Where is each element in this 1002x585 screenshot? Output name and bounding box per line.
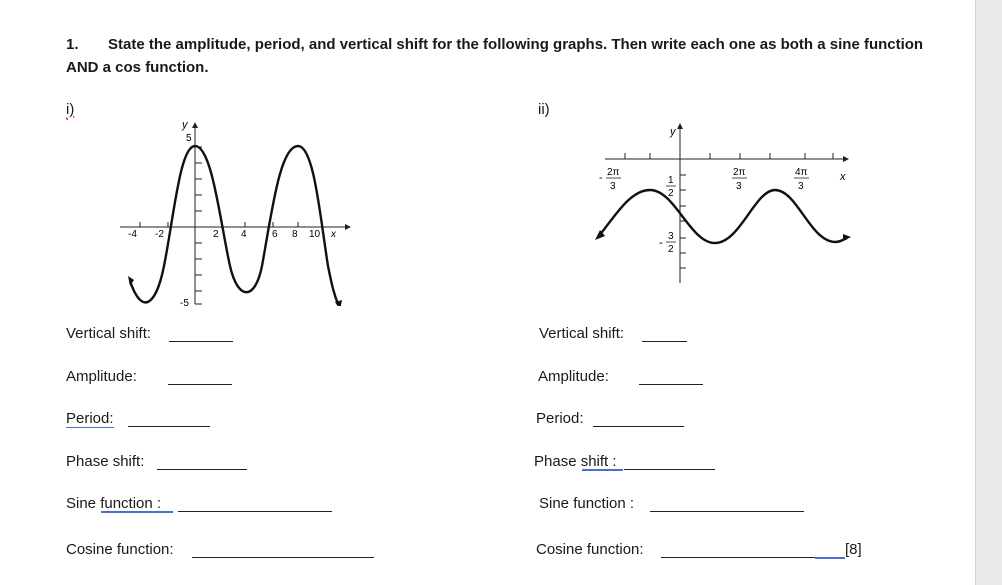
right-amplitude-label: Amplitude: bbox=[538, 368, 609, 385]
right-cosine-function-blank[interactable] bbox=[661, 557, 815, 558]
graph-ii-x-label: x bbox=[840, 171, 846, 183]
left-cosine-function-blank[interactable] bbox=[192, 557, 374, 558]
left-amplitude-blank[interactable] bbox=[168, 384, 232, 385]
graph-i-x-tick-6: 6 bbox=[272, 229, 278, 240]
graph-ii-label: ii) bbox=[538, 101, 550, 118]
left-vertical-shift-label: Vertical shift: bbox=[66, 325, 152, 342]
question-text: State the amplitude, period, and vertical shift for the following graphs. Then write each one as both a sine function AND a cos function. bbox=[66, 36, 924, 76]
left-period-label: Period: bbox=[66, 410, 114, 427]
graph-ii-y-tick-half-den: 2 bbox=[668, 188, 674, 199]
right-vertical-shift-blank[interactable] bbox=[642, 341, 687, 342]
graph-i-x-tick-2: 2 bbox=[213, 229, 219, 240]
graph-ii-x-tick-2pi-3-num: 2π bbox=[733, 167, 746, 178]
graph-ii-curve bbox=[599, 190, 847, 243]
left-sine-grammar-underline bbox=[101, 511, 173, 513]
graph-i-x-tick-4: 4 bbox=[241, 229, 247, 240]
graph-ii-x-tick-neg-2pi-3-den: 3 bbox=[610, 181, 616, 192]
right-cosine-grammar-underline bbox=[815, 557, 845, 559]
graph-i-x-tick-neg2: -2 bbox=[155, 229, 164, 240]
right-sine-function-label: Sine function : bbox=[539, 495, 635, 512]
graph-ii-x-tick-2pi-3-den: 3 bbox=[736, 181, 742, 192]
right-phase-shift-blank[interactable] bbox=[624, 469, 715, 470]
right-vertical-shift-label: Vertical shift: bbox=[539, 325, 625, 342]
graph-ii bbox=[585, 118, 865, 286]
right-phase-shift-label: Phase shift : bbox=[534, 453, 617, 470]
right-amplitude-blank[interactable] bbox=[639, 384, 703, 385]
graph-ii-x-tick-neg-2pi-3-sign: - bbox=[599, 172, 603, 184]
left-sine-function-blank[interactable] bbox=[178, 511, 332, 512]
graph-ii-y-tick-neg-3-2-den: 2 bbox=[668, 244, 674, 255]
graph-i-x-label: x bbox=[331, 229, 336, 240]
left-amplitude-label: Amplitude: bbox=[66, 368, 137, 385]
graph-ii-y-tick-neg-3-2-sign: - bbox=[659, 237, 663, 249]
graph-i-curve bbox=[130, 146, 338, 304]
left-cosine-function-label: Cosine function: bbox=[66, 541, 174, 558]
left-period-blank[interactable] bbox=[128, 426, 210, 427]
right-sine-function-blank[interactable] bbox=[650, 511, 804, 512]
graph-ii-y-tick-neg-3-2-num: 3 bbox=[668, 231, 674, 242]
graph-ii-x-tick-neg-2pi-3-num: 2π bbox=[607, 167, 620, 178]
graph-i-y-tick-neg5: -5 bbox=[180, 298, 189, 306]
graph-i-x-tick-neg4: -4 bbox=[128, 229, 137, 240]
right-period-blank[interactable] bbox=[593, 426, 684, 427]
right-period-label: Period: bbox=[536, 410, 584, 427]
graph-i bbox=[120, 116, 355, 306]
graph-ii-y-label: y bbox=[670, 126, 676, 138]
graph-i-label: i) bbox=[66, 101, 75, 118]
graph-ii-y-tick-half-num: 1 bbox=[668, 175, 674, 186]
left-phase-shift-label: Phase shift: bbox=[66, 453, 145, 470]
graph-i-y-label: y bbox=[182, 119, 188, 131]
graph-i-x-tick-8: 8 bbox=[292, 229, 298, 240]
graph-i-x-tick-10: 10 bbox=[309, 229, 321, 240]
graph-ii-x-tick-4pi-3-num: 4π bbox=[795, 167, 808, 178]
graph-ii-x-tick-4pi-3-den: 3 bbox=[798, 181, 804, 192]
left-vertical-shift-blank[interactable] bbox=[169, 341, 233, 342]
left-phase-shift-blank[interactable] bbox=[157, 469, 247, 470]
graph-i-y-tick-5: 5 bbox=[186, 133, 192, 144]
left-sine-function-label: Sine function : bbox=[66, 495, 162, 512]
question-number: 1. bbox=[66, 36, 79, 53]
right-phase-grammar-underline bbox=[582, 469, 623, 471]
marks-label: [8] bbox=[845, 541, 862, 558]
right-cosine-function-label: Cosine function: bbox=[536, 541, 644, 558]
question-title bbox=[66, 33, 926, 79]
vertical-scrollbar[interactable] bbox=[975, 0, 1002, 585]
